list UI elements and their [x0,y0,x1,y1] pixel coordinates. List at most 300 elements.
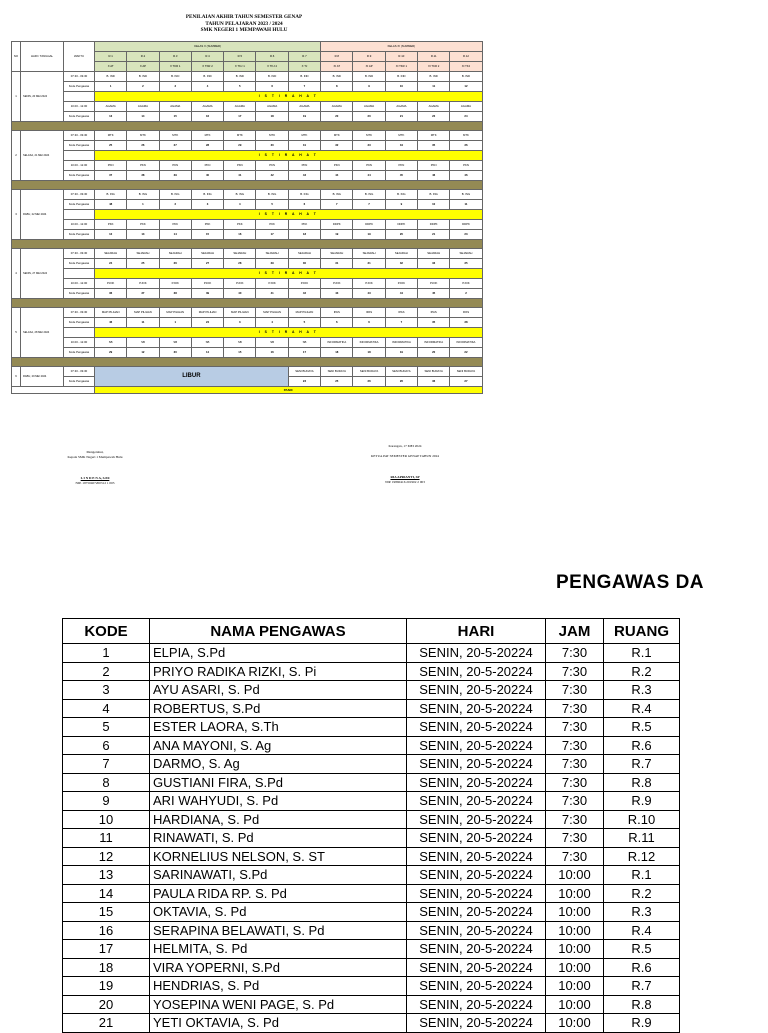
nama-cell: HELMITA, S. Pd [150,940,407,959]
code-cell: 10 [385,82,417,92]
code-cell: 44 [385,289,417,299]
code-cell: 36 [418,377,450,387]
day-4-s2-subject-row [12,279,483,289]
header-nama: NAMA PENGAWAS [150,619,407,644]
schedule-header-row [12,42,483,52]
day-number: 2 [12,131,21,181]
pengawas-row [63,829,680,848]
signature-left [30,450,160,485]
code-cell: 38 [127,171,159,181]
code-cell: 13 [95,112,127,122]
kode-cell: 7 [63,755,150,774]
exam-schedule [11,41,482,394]
hari-cell: SENIN, 20-5-20224 [407,995,546,1014]
code-cell: 29 [256,259,288,269]
header-line-2: TAHUN PELAJARAN 2023 / 2024 [205,20,283,27]
nama-cell: YETI OKTAVIA, S. Pd [150,1014,407,1033]
code-cell: 7 [321,200,353,210]
code-cell: 34 [385,141,417,151]
subject-cell: MAP PILIHAN [159,308,191,318]
day-date: SENIN, 20 MEI 2024 [21,72,64,122]
subject-cell: MTK [256,131,288,141]
ruang-cell: R.12 [604,847,680,866]
subject-cell: PJOK [321,279,353,289]
day-3-s2-subject-row [12,220,483,230]
subject-cell: IPAS [450,308,482,318]
code-cell: 33 [353,141,385,151]
kode-label: Kode Pengawas [64,171,95,181]
sig-left-nip: NIP. 19750407200312 1 003 [75,480,115,485]
pengawas-row [63,699,680,718]
subject-cell: SEJARAH [385,249,417,259]
istirahat-band: I S T I R A H A T [95,328,483,338]
code-cell: 33 [418,259,450,269]
day-number: 1 [12,72,21,122]
session-time: 07.30 - 09.30 [64,249,95,259]
hari-cell: SENIN, 20-5-20224 [407,977,546,996]
hari-cell: SENIN, 20-5-20224 [407,866,546,885]
code-cell: 4 [191,82,223,92]
kode-cell: 4 [63,699,150,718]
sig-left-line2: Kepala SMK Negeri 1 Mempawah Hulu [67,454,123,459]
kode-cell: 21 [63,1014,150,1033]
sig-right-name: RIA APRIANTI, SP [390,475,420,480]
subject-cell: PKN [127,161,159,171]
kode-label: Kode Pengawas [64,348,95,358]
code-cell: 40 [191,171,223,181]
subject-cell: B. ING [159,190,191,200]
subject-cell: IPAS [353,308,385,318]
pengawas-row [63,810,680,829]
header-line-3: SMK NEGERI 1 MEMPAWAH HULU [200,27,288,34]
day-date: RABU, 29 MEI 2024 [21,367,64,387]
code-cell: 32 [321,141,353,151]
day-5-s2-subject-row [12,338,483,348]
blank-cell [64,151,95,161]
ruang-cell: R.6 [604,958,680,977]
class-header: X TJ [288,62,320,72]
day-1-s2-subject-row [12,102,483,112]
nama-cell: HARDIANA, S. Pd [150,810,407,829]
code-cell: 44 [353,171,385,181]
sig-right-line2: KETUA PAT SEMESTER GENAP TAHUN 2024 [370,453,440,458]
pengawas-row [63,662,680,681]
day-date: RABU, 22 MEI 2024 [21,190,64,240]
subject-cell: SB [191,338,223,348]
subject-cell: AGAMA [256,102,288,112]
pengawas-row [63,681,680,700]
jam-cell: 10:00 [546,921,604,940]
day-4-s2-code-row [12,289,483,299]
code-cell: 26 [385,377,417,387]
subject-cell: IPAS [321,308,353,318]
code-cell: 19 [321,230,353,240]
day-2-s1-subject-row [12,131,483,141]
class-header: X TKJ 2 [256,62,288,72]
subject-cell: MAP PILIHAN [191,308,223,318]
nama-cell: HENDRIAS, S. Pd [150,977,407,996]
day-separator [12,299,483,308]
room-header: R.4 [191,52,223,62]
code-cell: 30 [256,141,288,151]
code-cell: 28 [224,259,256,269]
jam-cell: 10:00 [546,1014,604,1033]
subject-cell: PKK [159,220,191,230]
code-cell: 35 [418,141,450,151]
subject-cell: B. ING [353,190,385,200]
pengawas-title: PENGAWAS DA [556,572,705,593]
subject-cell: PKN [224,161,256,171]
jam-cell: 10:00 [546,940,604,959]
subject-cell: SEJARAH [159,249,191,259]
ruang-cell: R.1 [604,866,680,885]
nama-cell: GUSTIANI FIRA, S.Pd [150,773,407,792]
day-separator [12,122,483,131]
hari-cell: SENIN, 20-5-20224 [407,847,546,866]
day-separator [12,358,483,367]
code-cell: 27 [159,141,191,151]
schedule-table [11,41,483,394]
subject-cell: MTK [288,131,320,141]
subject-cell: SEJARAH [127,249,159,259]
subject-cell: B. ING [418,190,450,200]
code-cell: 18 [288,230,320,240]
ruang-cell: R.3 [604,903,680,922]
code-cell: 30 [288,259,320,269]
kode-label: Kode Pengawas [64,259,95,269]
subject-cell: B. IND [95,72,127,82]
subject-cell: B. ING [288,190,320,200]
hari-cell: SENIN, 20-5-20224 [407,662,546,681]
code-cell: 24 [95,259,127,269]
subject-cell: MTK [127,131,159,141]
kode-label: Kode Pengawas [64,200,95,210]
code-cell: 46 [95,318,127,328]
hari-cell: SENIN, 20-5-20224 [407,718,546,737]
code-cell: 48 [95,200,127,210]
day-5-s1-subject-row [12,308,483,318]
subject-cell: AGAMA [191,102,223,112]
hari-cell: SENIN, 20-5-20224 [407,940,546,959]
nama-cell: ANA MAYONI, S. Ag [150,736,407,755]
subject-cell: IPAS [385,308,417,318]
pengawas-row [63,921,680,940]
code-cell: 24 [191,318,223,328]
day-2-s2-subject-row [12,161,483,171]
code-cell: 41 [224,171,256,181]
kode-cell: 19 [63,977,150,996]
code-cell: 35 [418,318,450,328]
code-cell: 14 [159,230,191,240]
class-header: XI TKR 2 [418,62,450,72]
pengawas-row [63,792,680,811]
pengawas-row [63,958,680,977]
day-5-s2-code-row [12,348,483,358]
code-cell: 12 [450,82,482,92]
code-cell: 29 [224,141,256,151]
istirahat-band: I S T I R A H A T [95,92,483,102]
subject-cell: SEJARAH [450,249,482,259]
room-header: R.5 [224,52,256,62]
code-cell: 11 [418,82,450,92]
code-cell: 19 [385,348,417,358]
subject-cell: PKK [95,220,127,230]
subject-cell: SEJARAH [353,249,385,259]
subject-cell: SENI BUDAYA [288,367,320,377]
jam-cell: 10:00 [546,884,604,903]
libur-block: LIBUR [95,367,289,387]
jam-cell: 10:00 [546,866,604,885]
code-cell: 3 [159,82,191,92]
code-cell: 4 [256,318,288,328]
subject-cell: MTK [353,131,385,141]
jam-cell: 7:30 [546,755,604,774]
code-cell: 15 [159,112,191,122]
subject-cell: PKK [288,220,320,230]
code-cell: 3 [224,318,256,328]
subject-cell: PKK [191,220,223,230]
subject-cell: B. IND [418,72,450,82]
class-header: XI TKR 1 [385,62,417,72]
code-cell: 25 [321,377,353,387]
pengawas-row [63,995,680,1014]
ruang-cell: R.9 [604,792,680,811]
subject-cell: AGAMA [224,102,256,112]
code-cell: 18 [256,112,288,122]
separator-bar [12,122,483,131]
code-cell: 38 [450,318,482,328]
day-number: 3 [12,190,21,240]
header-jam: JAM [546,619,604,644]
subject-cell: AGAMA [385,102,417,112]
header-group-left: KELAS X (SUMMER) [95,42,321,52]
day-1-s2-code-row [12,112,483,122]
subject-cell: PKN [418,161,450,171]
room-header: R.7 [288,52,320,62]
subject-cell: MTK [450,131,482,141]
subject-cell: PJOK [159,279,191,289]
code-cell: 2 [127,82,159,92]
code-cell: 44 [321,171,353,181]
room-header: R.6 [256,52,288,62]
nama-cell: PRIYO RADIKA RIZKI, S. Pi [150,662,407,681]
code-cell: 22 [418,112,450,122]
subject-cell: AGAMA [418,102,450,112]
class-header: X AP [127,62,159,72]
session-time: 10.00 - 12.00 [64,279,95,289]
subject-cell: PJOK [450,279,482,289]
code-cell: 6 [353,318,385,328]
kode-cell: 20 [63,995,150,1014]
header-waktu: WAKTU [64,42,95,72]
code-cell: 43 [321,289,353,299]
pengawas-row [63,884,680,903]
subject-cell: PKK [127,220,159,230]
code-cell: 31 [321,259,353,269]
subject-cell: PJOK [353,279,385,289]
code-cell: 46 [418,171,450,181]
nama-cell: KORNELIUS NELSON, S. ST [150,847,407,866]
session-time: 10.00 - 12.00 [64,338,95,348]
code-cell: 5 [256,200,288,210]
code-cell: 4 [224,200,256,210]
kode-cell: 8 [63,773,150,792]
hari-cell: SENIN, 20-5-20224 [407,644,546,663]
kode-label: Kode Pengawas [64,318,95,328]
istirahat-row [12,151,483,161]
code-cell: 17 [224,112,256,122]
jam-cell: 7:30 [546,829,604,848]
ruang-cell: R.5 [604,718,680,737]
subject-cell: B. ING [256,190,288,200]
kode-cell: 1 [63,644,150,663]
subject-cell: PKN [288,161,320,171]
code-cell: 11 [450,200,482,210]
istirahat-row [12,92,483,102]
subject-cell: B. ING [224,190,256,200]
code-cell: 16 [224,230,256,240]
session-time: 07.30 - 09.30 [64,131,95,141]
subject-cell: PKN [159,161,191,171]
pengawas-row [63,977,680,996]
subject-cell: B. IND [127,72,159,82]
nama-cell: SARINAWATI, S.Pd [150,866,407,885]
class-header: X AT [95,62,127,72]
code-cell: 11 [127,318,159,328]
subject-cell: AGAMA [95,102,127,112]
sig-right-nip: NIP. 19860416 201902 2 003 [385,479,425,484]
code-cell: 31 [288,141,320,151]
jam-cell: 7:30 [546,810,604,829]
session-time: 10.00 - 12.00 [64,220,95,230]
subject-cell: DDPK [385,220,417,230]
subject-cell: B. IND [159,72,191,82]
hari-cell: SENIN, 20-5-20224 [407,921,546,940]
code-cell: 37 [127,289,159,299]
subject-cell: PJOK [224,279,256,289]
subject-cell: INFORMATIKA [385,338,417,348]
subject-cell: PJOK [256,279,288,289]
hari-cell: SENIN, 20-5-20224 [407,736,546,755]
subject-cell: DDPK [418,220,450,230]
ruang-cell: R.5 [604,940,680,959]
subject-cell: AGAMA [288,102,320,112]
code-cell: 20 [321,112,353,122]
subject-cell: SENI BUDAYA [385,367,417,377]
jam-cell: 7:30 [546,662,604,681]
subject-cell: INFORMATIKA [418,338,450,348]
code-cell: 1 [159,318,191,328]
hari-cell: SENIN, 20-5-20224 [407,773,546,792]
hari-cell: SENIN, 20-5-20224 [407,699,546,718]
subject-cell: B. IND [224,72,256,82]
code-cell: 21 [418,230,450,240]
code-cell: 30 [159,348,191,358]
code-cell: 16 [191,112,223,122]
session-time: 10.00 - 12.00 [64,161,95,171]
code-cell: 27 [450,377,482,387]
ruang-cell: R.3 [604,681,680,700]
room-header: R.9 [353,52,385,62]
kode-cell: 10 [63,810,150,829]
subject-cell: SB [224,338,256,348]
code-cell: 46 [450,171,482,181]
blank-cell [64,269,95,279]
session-time: 07.30 - 09.30 [64,190,95,200]
nama-cell: OKTAVIA, S. Pd [150,903,407,922]
hari-cell: SENIN, 20-5-20224 [407,829,546,848]
subject-cell: INFORMATIKA [450,338,482,348]
ruang-cell: R.7 [604,977,680,996]
subject-cell: DDPK [450,220,482,230]
sig-left-name: L I N D E N A, S.Pd [80,476,110,481]
code-cell: 26 [159,259,191,269]
subject-cell: B. IND [450,72,482,82]
code-cell: 39 [191,289,223,299]
day-4-s1-code-row [12,259,483,269]
ruang-cell: R.2 [604,884,680,903]
subject-cell: PJOK [288,279,320,289]
jam-cell: 7:30 [546,681,604,700]
separator-bar [12,358,483,367]
istirahat-row [12,210,483,220]
subject-cell: INFORMATIKA [321,338,353,348]
day-3-s2-code-row [12,230,483,240]
code-cell: 42 [288,289,320,299]
code-cell: 5 [224,82,256,92]
day-separator [12,240,483,249]
subject-cell: AGAMA [353,102,385,112]
nama-cell: RINAWATI, S. Pd [150,829,407,848]
pengawas-row [63,773,680,792]
subject-cell: B. ING [127,190,159,200]
pengawas-table [62,618,680,1033]
header-hari: HARI / TANGGAL [21,42,64,72]
ruang-cell: R.4 [604,699,680,718]
subject-cell: B. ING [385,190,417,200]
room-header: R.12 [450,52,482,62]
pengawas-row [63,755,680,774]
kode-cell: 9 [63,792,150,811]
subject-cell: IPAS [418,308,450,318]
ruang-cell: R.10 [604,810,680,829]
code-cell: 20 [385,230,417,240]
subject-cell: SB [288,338,320,348]
code-cell: 15 [224,348,256,358]
subject-cell: B. IND [385,72,417,82]
jam-cell: 10:00 [546,903,604,922]
code-cell: 19 [353,230,385,240]
class-header: XI AP [353,62,385,72]
istirahat-row [12,269,483,279]
subject-cell: PKN [191,161,223,171]
room-header: R.8 [321,52,353,62]
subject-cell: B. IND [256,72,288,82]
code-cell: 19 [288,112,320,122]
ruang-cell: R.8 [604,995,680,1014]
kode-label: Kode Pengawas [64,141,95,151]
ruang-cell: R.9 [604,1014,680,1033]
class-header: X TKR 2 [191,62,223,72]
blank-cell [64,92,95,102]
subject-cell: AGAMA [450,102,482,112]
kode-cell: 16 [63,921,150,940]
session-time: 07.30 - 09.30 [64,308,95,318]
room-header: R.10 [385,52,417,62]
istirahat-band: I S T I R A H A T [95,151,483,161]
day-1-s1-code-row [12,82,483,92]
jam-cell: 7:30 [546,736,604,755]
